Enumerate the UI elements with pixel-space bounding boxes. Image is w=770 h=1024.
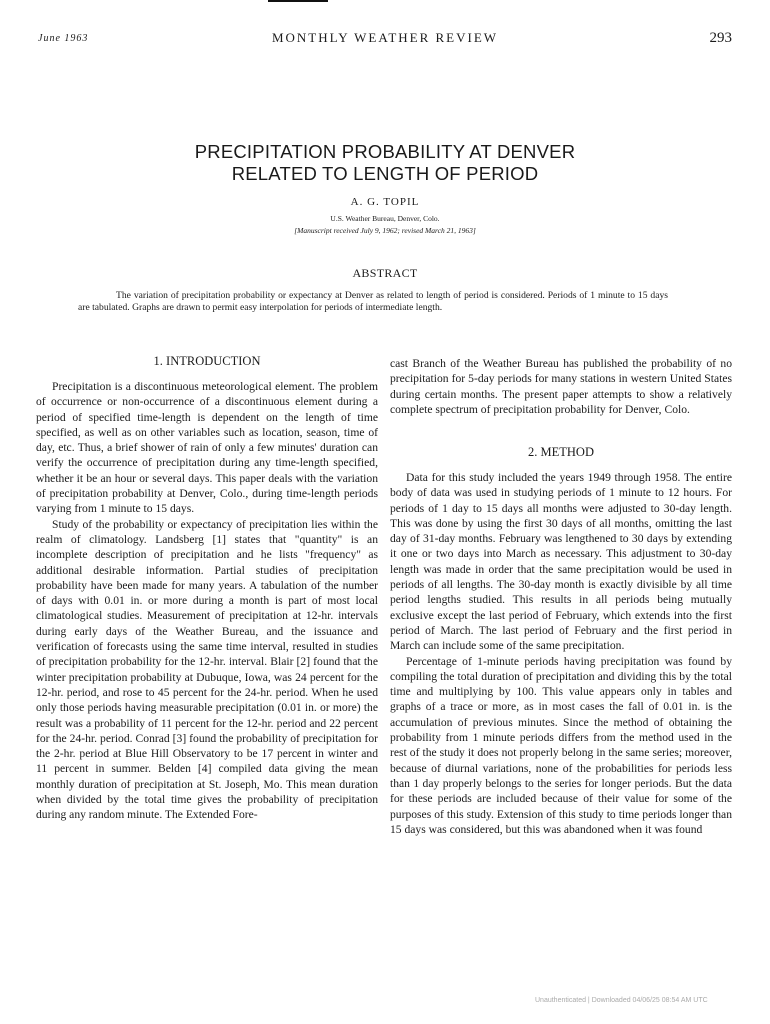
right-column-top <box>390 356 732 417</box>
top-edge-rule <box>268 0 328 2</box>
left-column <box>36 379 378 823</box>
right-column-method <box>390 470 732 837</box>
title-line-2: RELATED TO LENGTH OF PERIOD <box>231 163 539 184</box>
title-line-1: PRECIPITATION PROBABILITY AT DENVER <box>194 141 576 162</box>
method-paragraph-1: Data for this study included the years 1949 through 1958. The entire body of data was used in studying periods of 1 minute to 12 hours. For periods of 1 day to 15 days all months were adjusted to 30-day length. This was done by using the first 30 days of all months, omitting the last day of 31-day months. February was lengthened to 30 days by extending it one or two days into March as necessary. This adjustment to 30-day length was made in order that the same precipitation would be used in periods of all lengths. The 30-day month is exactly divisible by all time period lengths studied. This results in all periods being mutually exclusive except the last period of February, which extends into the first period of March. The last period of February and the first period in March can include some of the same precipitation. <box>390 471 732 653</box>
intro-paragraph-1: Precipitation is a discontinuous meteorological element. The problem of occurrence or non-occurrence of a discontinuous element during a period of specified time-length is dependent on the length of time specified, as well as on other variables such as location, season, time of day, etc. Thus, a brief shower of rain of only a few minutes' duration can verify the occurrence of precipitation during any time-length specified, whether it be an hour or several days. This paper deals with the variation of precipitation probability at Denver, Colo., during time-length periods varying from 1 minute to 15 days. <box>36 380 378 516</box>
abstract-heading: ABSTRACT <box>352 266 418 280</box>
intro-paragraph-3: cast Branch of the Weather Bureau has published the probability of no precipitation for 5-day periods for many stations in western United States during certain months. The present paper attempts to show a relatively complete spectrum of precipitation probability for Denver, Colo. <box>390 357 732 416</box>
author: A. G. TOPIL <box>350 196 420 208</box>
article-title <box>0 141 770 185</box>
page-number: 293 <box>709 30 732 46</box>
download-watermark: Unauthenticated | Downloaded 04/06/25 08:54 AM UTC <box>535 997 708 1004</box>
header-date: June 1963 <box>38 33 89 44</box>
method-paragraph-2: Percentage of 1-minute periods having precipitation was found by compiling the total duration of precipitation and dividing this by the total time and multiplying by 100. This value appears only in tables and graphs of a trace or more, as in most cases the fall of 0.01 in. is the accumulation of previous minutes. Since the method of obtaining the probability from 1 minute periods differs from the method used in the rest of the study it does not properly belong in the same series; moreover, because of diurnal variations, none of the probabilities for periods less than 1 day properly belongs to the series for longer periods. But the data for these periods are included because of their value for some of the purposes of this study. Extension of this study to time periods longer than 15 days was considered, but this was abandoned when it was found <box>390 654 732 836</box>
running-header <box>38 30 732 50</box>
intro-paragraph-2: Study of the probability or expectancy of precipitation lies within the realm of climatology. Landsberg [1] states that "quantity" is an incomplete description of precipitation and he lists "frequency" as additional desirable information. Partial studies of precipitation probability have been made for many years. A tabulation of the number of days with 0.01 in. or more during a month is part of most local climatological studies. Measurement of precipitation at 12-hr. intervals during early days of the Weather Bureau, and the issuance and verification of forecasts using the same time interval, resulted in studies of precipitation probability for the 12-hr. interval. Blair [2] found that the winter precipitation probability at Dubuque, Iowa, was 24 percent for the 12-hr. period, and rose to 45 percent for the 24-hr. period. When he used only those periods having measurable precipitation (0.01 in. or more) the result was a probability of 11 percent for the 12-hr. period and 22 percent for the 24-hr. period. Conrad [3] found the probability of precipitation for the 2-hr. period at Blue Hill Observatory to be 17 percent in winter and 11 percent in summer. Belden [4] compiled data giving the mean monthly duration of precipitation at St. Joseph, Mo. This mean duration when divided by the total time gives the probability of precipitation during any random minute. The Extended Fore- <box>36 517 378 822</box>
affiliation: U.S. Weather Bureau, Denver, Colo. <box>330 214 440 223</box>
received-dates: [Manuscript received July 9, 1962; revised March 21, 1963] <box>294 226 476 235</box>
section-heading-introduction: 1. INTRODUCTION <box>153 354 261 368</box>
section-heading-method: 2. METHOD <box>528 445 594 459</box>
header-journal-name: MONTHLY WEATHER REVIEW <box>271 30 499 45</box>
abstract-text: The variation of precipitation probability or expectancy at Denver as related to length of period is considered. Periods of 1 minute to 15 days are tabulated. Graphs are drawn to permit easy interpolation for periods of intermediate length. <box>78 290 668 313</box>
